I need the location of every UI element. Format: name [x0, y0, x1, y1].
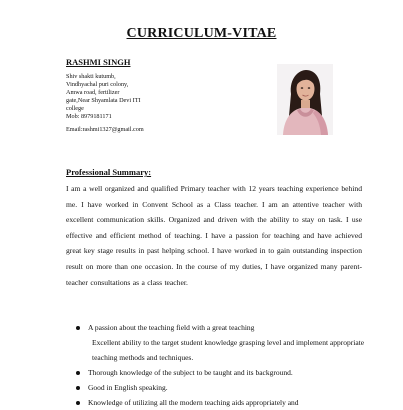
contact-block	[66, 73, 144, 134]
address-line: Amwa road, fertilizer	[66, 89, 120, 96]
professional-summary-text: I am a well organized and qualified Primary teacher with 12 years teaching experience behind me. I have worked in Convent School as a Class teacher. I am an attentive teacher with excellent communication skills. Organized and driven with the ability to stay on task. I use effective and efficient method of teaching. I have a passion for teaching and have achieved great key stage results in past helping school. I have worked in to gain outstanding inspection result on more than one occasion. In the course of my duties, I have organized many parent- teacher consultations as a class teacher.	[66, 184, 362, 287]
bullet-icon	[76, 371, 80, 375]
document-title: CURRICULUM-VITAE	[126, 26, 277, 41]
email-address: Email:rashmi1327@gmail.com	[66, 126, 144, 133]
list-item-subtext: Excellent ability to the target student knowledge grasping level and implement appropriate teaching methods and techniques.	[92, 338, 365, 362]
bullet-icon	[76, 386, 80, 390]
bullet-icon	[76, 326, 80, 330]
list-item	[66, 380, 366, 395]
address-line: Vindhyachal puri colony,	[66, 81, 129, 88]
profile-photo	[277, 64, 333, 135]
professional-summary-heading: Professional Summary:	[66, 167, 152, 177]
list-item	[66, 365, 366, 380]
mobile-number: Mob: 8979181171	[66, 113, 112, 120]
list-item	[66, 320, 366, 365]
address-line: college	[66, 105, 84, 112]
skills-list	[66, 320, 366, 410]
list-item-text: Thorough knowledge of the subject to be taught and its background.	[88, 368, 293, 377]
candidate-name: RASHMI SINGH	[66, 57, 131, 67]
list-item-text: Good in English speaking.	[88, 383, 168, 392]
list-item-text: Knowledge of utilizing all the modern teaching aids appropriately and	[88, 398, 299, 407]
list-item-text: A passion about the teaching field with a great teaching	[88, 323, 255, 332]
address-line: gate,Near Shyamlata Devi ITI	[66, 97, 141, 104]
address-line: Shiv shakti kutumb,	[66, 73, 116, 80]
